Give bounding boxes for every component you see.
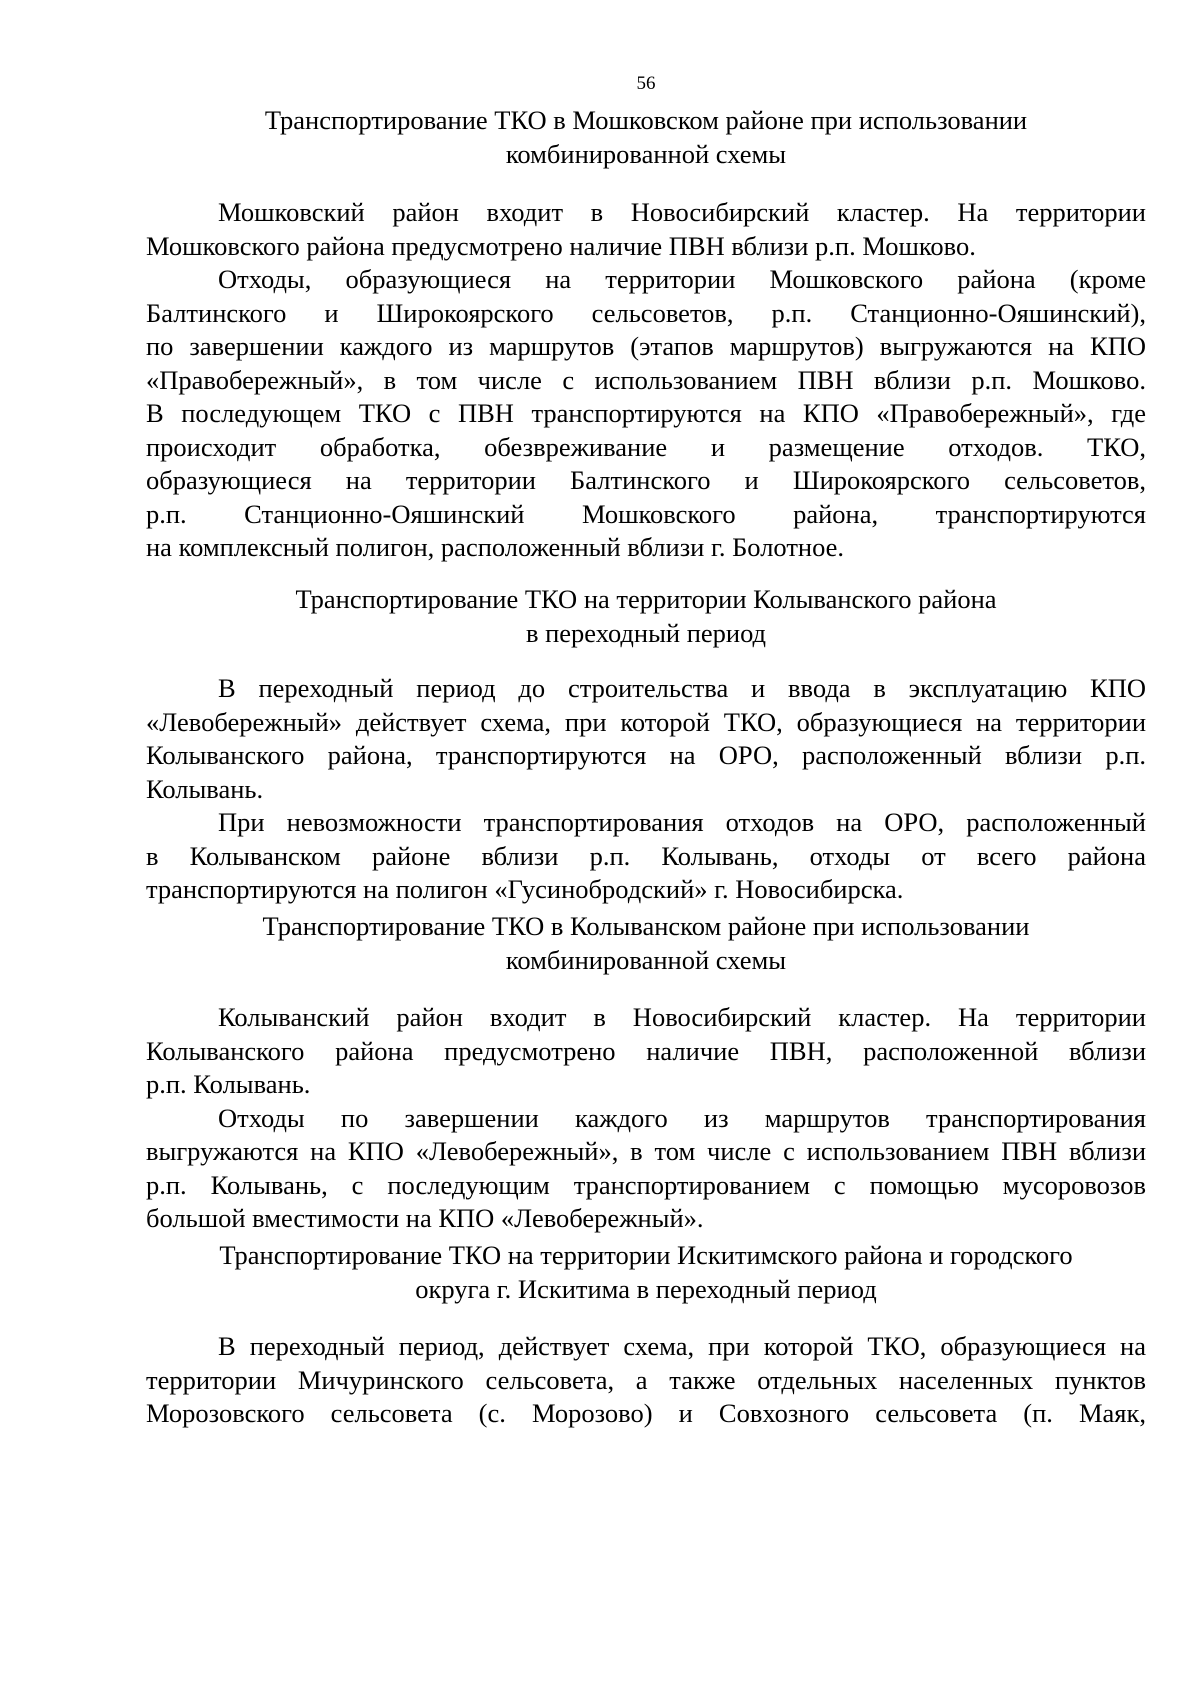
- paragraph: [146, 806, 1146, 907]
- text-line: Морозовского сельсовета (с. Морозово) и Совхозного сельсовета (п. Маяк,: [146, 1398, 1146, 1428]
- heading-line: Транспортирование ТКО в Мошковском районе при использовании: [264, 105, 1028, 135]
- text-line: Отходы, образующиеся на территории Мошковского района (кроме: [218, 264, 1146, 294]
- text-line: В переходный период, действует схема, при которой ТКО, образующиеся на: [218, 1331, 1146, 1361]
- paragraph: [146, 263, 1146, 565]
- paragraph: [146, 1102, 1146, 1236]
- section-moshkovsky-combined: [146, 104, 1146, 171]
- text-line: В последующем ТКО с ПВН транспортируются на КПО «Правобережный», где: [146, 398, 1146, 428]
- text-line: образующиеся на территории Балтинского и Широкоярского сельсоветов,: [146, 465, 1146, 495]
- text-line: «Левобережный» действует схема, при которой ТКО, образующиеся на территории: [146, 706, 1146, 737]
- section-kolyvansky-transition: [146, 583, 1146, 650]
- heading-line: Транспортирование ТКО на территории Искитимского района и городского: [219, 1240, 1073, 1270]
- text-line: транспортируются на полигон «Гусинобродский» г. Новосибирска.: [146, 874, 904, 904]
- text-line: происходит обработка, обезвреживание и размещение отходов. ТКО,: [146, 431, 1146, 462]
- section-heading: [146, 910, 1146, 977]
- text-line: Отходы по завершении каждого из маршрутов транспортирования: [218, 1102, 1146, 1133]
- text-line: При невозможности транспортирования отходов на ОРО, расположенный: [218, 807, 1146, 837]
- text-line: р.п. Станционно-Ояшинский Мошковского района, транспортируются: [146, 498, 1146, 529]
- section-kolyvansky-combined: [146, 910, 1146, 977]
- text-line: большой вместимости на КПО «Левобережный».: [146, 1203, 704, 1233]
- heading-line: округа г. Искитима в переходный период: [415, 1273, 877, 1304]
- paragraph: [146, 196, 1146, 263]
- text-line: В переходный период до строительства и ввода в эксплуатацию КПО: [218, 673, 1146, 703]
- text-line: на комплексный полигон, расположенный вблизи г. Болотное.: [146, 532, 845, 562]
- text-line: Мошковский район входит в Новосибирский кластер. На территории: [218, 197, 1146, 227]
- section-body: [146, 672, 1146, 907]
- text-line: Колыванского района, транспортируются на ОРО, расположенный вблизи р.п.: [146, 740, 1146, 770]
- text-line: Балтинского и Широкоярского сельсоветов, р.п. Станционно-Ояшинский),: [146, 297, 1146, 328]
- text-line: в Колыванском районе вблизи р.п. Колывань, отходы от всего района: [146, 840, 1146, 871]
- section-heading: [146, 1239, 1146, 1306]
- paragraph: [146, 1001, 1146, 1102]
- section-iskitimsky-transition: [146, 1239, 1146, 1306]
- section-body: [146, 196, 1146, 565]
- paragraph: [146, 672, 1146, 806]
- text-line: Колыванского района предусмотрено наличие ПВН, расположенной вблизи: [146, 1035, 1146, 1066]
- section-body: [146, 1330, 1146, 1431]
- heading-line: Транспортирование ТКО в Колыванском районе при использовании: [262, 911, 1030, 941]
- section-body: [146, 1001, 1146, 1236]
- heading-line: в переходный период: [525, 617, 767, 648]
- text-line: выгружаются на КПО «Левобережный», в том числе с использованием ПВН вблизи: [146, 1136, 1146, 1166]
- text-line: Мошковского района предусмотрено наличие ПВН вблизи р.п. Мошково.: [146, 230, 976, 261]
- paragraph: [146, 1330, 1146, 1431]
- heading-line: комбинированной схемы: [505, 944, 787, 975]
- text-line: по завершении каждого из маршрутов (этапов маршрутов) выгружаются на КПО: [146, 331, 1146, 361]
- section-heading: [146, 104, 1146, 171]
- heading-line: комбинированной схемы: [505, 138, 787, 169]
- heading-line: Транспортирование ТКО на территории Колыванского района: [295, 584, 997, 614]
- text-line: «Правобережный», в том числе с использованием ПВН вблизи р.п. Мошково.: [146, 364, 1146, 395]
- text-line: р.п. Колывань.: [146, 1069, 311, 1099]
- page-number: 56: [636, 73, 656, 94]
- text-line: р.п. Колывань, с последующим транспортированием с помощью мусоровозов: [146, 1169, 1146, 1200]
- text-line: территории Мичуринского сельсовета, а также отдельных населенных пунктов: [146, 1364, 1146, 1395]
- text-line: Колывань.: [146, 773, 264, 804]
- section-heading: [146, 583, 1146, 650]
- text-line: Колыванский район входит в Новосибирский кластер. На территории: [218, 1002, 1146, 1032]
